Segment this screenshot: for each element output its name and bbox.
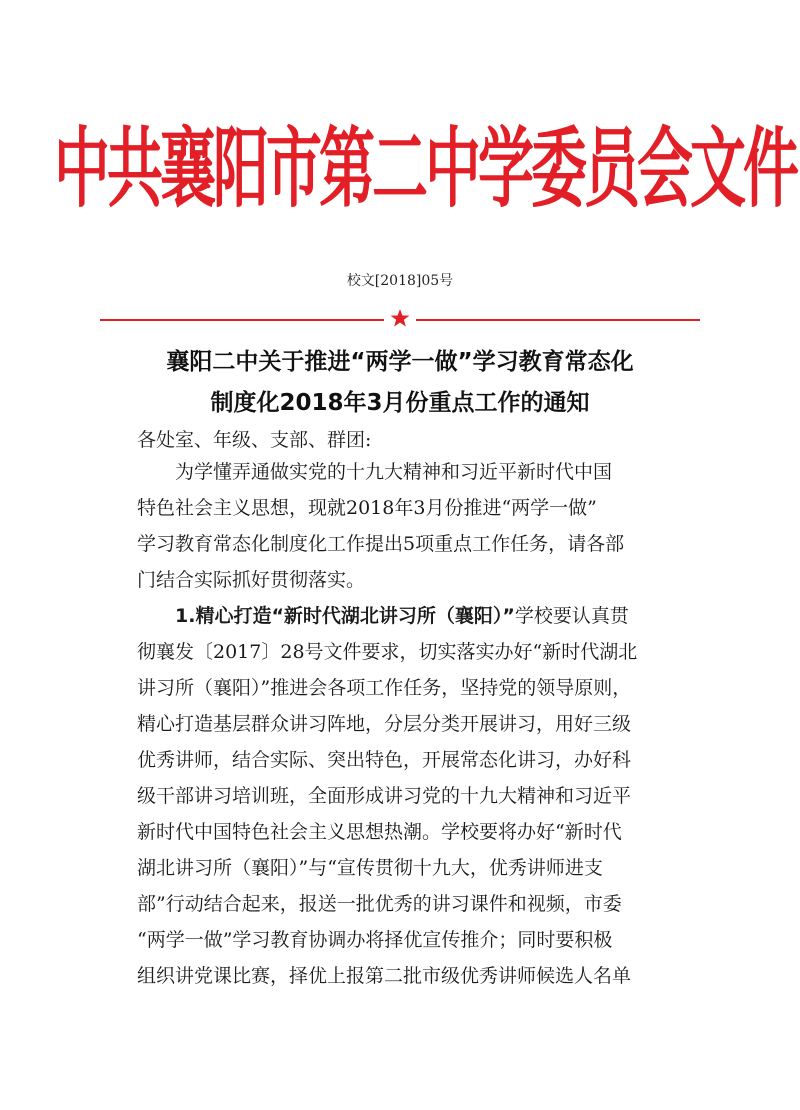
section1-line: 部”行动结合起来，报送一批优秀的讲习课件和视频，市委	[137, 893, 622, 915]
org-title: 中共襄阳市第二中学委员会文件	[54, 119, 796, 221]
divider-line-right	[416, 319, 700, 321]
intro-line: 学习教育常态化制度化工作提出5项重点工作任务，请各部	[137, 533, 625, 555]
section1-line: 级干部讲习培训班，全面形成讲习党的十九大精神和习近平	[137, 785, 632, 807]
recipient-line: 各处室、年级、支部、群团:	[137, 429, 372, 451]
notice-title-line1: 襄阳二中关于推进“两学一做”学习教育常态化	[166, 349, 634, 375]
red-divider	[100, 314, 700, 328]
divider-line-left	[100, 319, 384, 321]
intro-line: 特色社会主义思想，现就2018年3月份推进“两学一做”	[137, 497, 597, 519]
section1-heading: 1.精心打造“新时代湖北讲习所（襄阳）”	[175, 605, 515, 627]
intro-line: 门结合实际抓好贯彻落实。	[137, 569, 366, 591]
section1-line: “两学一做”学习教育协调办将择优宣传推介；同时要积极	[137, 929, 613, 951]
section1-line: 湖北讲习所（襄阳）”与“宣传贯彻十九大，优秀讲师进支	[137, 857, 603, 879]
section1-line: 组织讲党课比赛，择优上报第二批市级优秀讲师候选人名单	[137, 965, 632, 987]
section1-line: 彻襄发〔2017〕28号文件要求，切实落实办好“新时代湖北	[137, 641, 638, 663]
intro-line: 为学懂弄通做实党的十九大精神和习近平新时代中国	[175, 461, 613, 483]
section1-line: 优秀讲师，结合实际、突出特色，开展常态化讲习，办好科	[137, 749, 632, 771]
section1-line: 精心打造基层群众讲习阵地，分层分类开展讲习，用好三级	[137, 713, 632, 735]
section1-line: 讲习所（襄阳）”推进会各项工作任务，坚持党的领导原则，	[137, 677, 632, 699]
section1-first-line	[175, 605, 685, 627]
section1-line: 新时代中国特色社会主义思想热潮。学校要将办好“新时代	[137, 821, 622, 843]
notice-title-line2: 制度化2018年3月份重点工作的通知	[210, 390, 590, 416]
document-number: 校文[2018]05号	[346, 273, 454, 289]
star-icon	[390, 308, 410, 328]
section1-first-rest: 学校要认真贯	[514, 605, 629, 627]
